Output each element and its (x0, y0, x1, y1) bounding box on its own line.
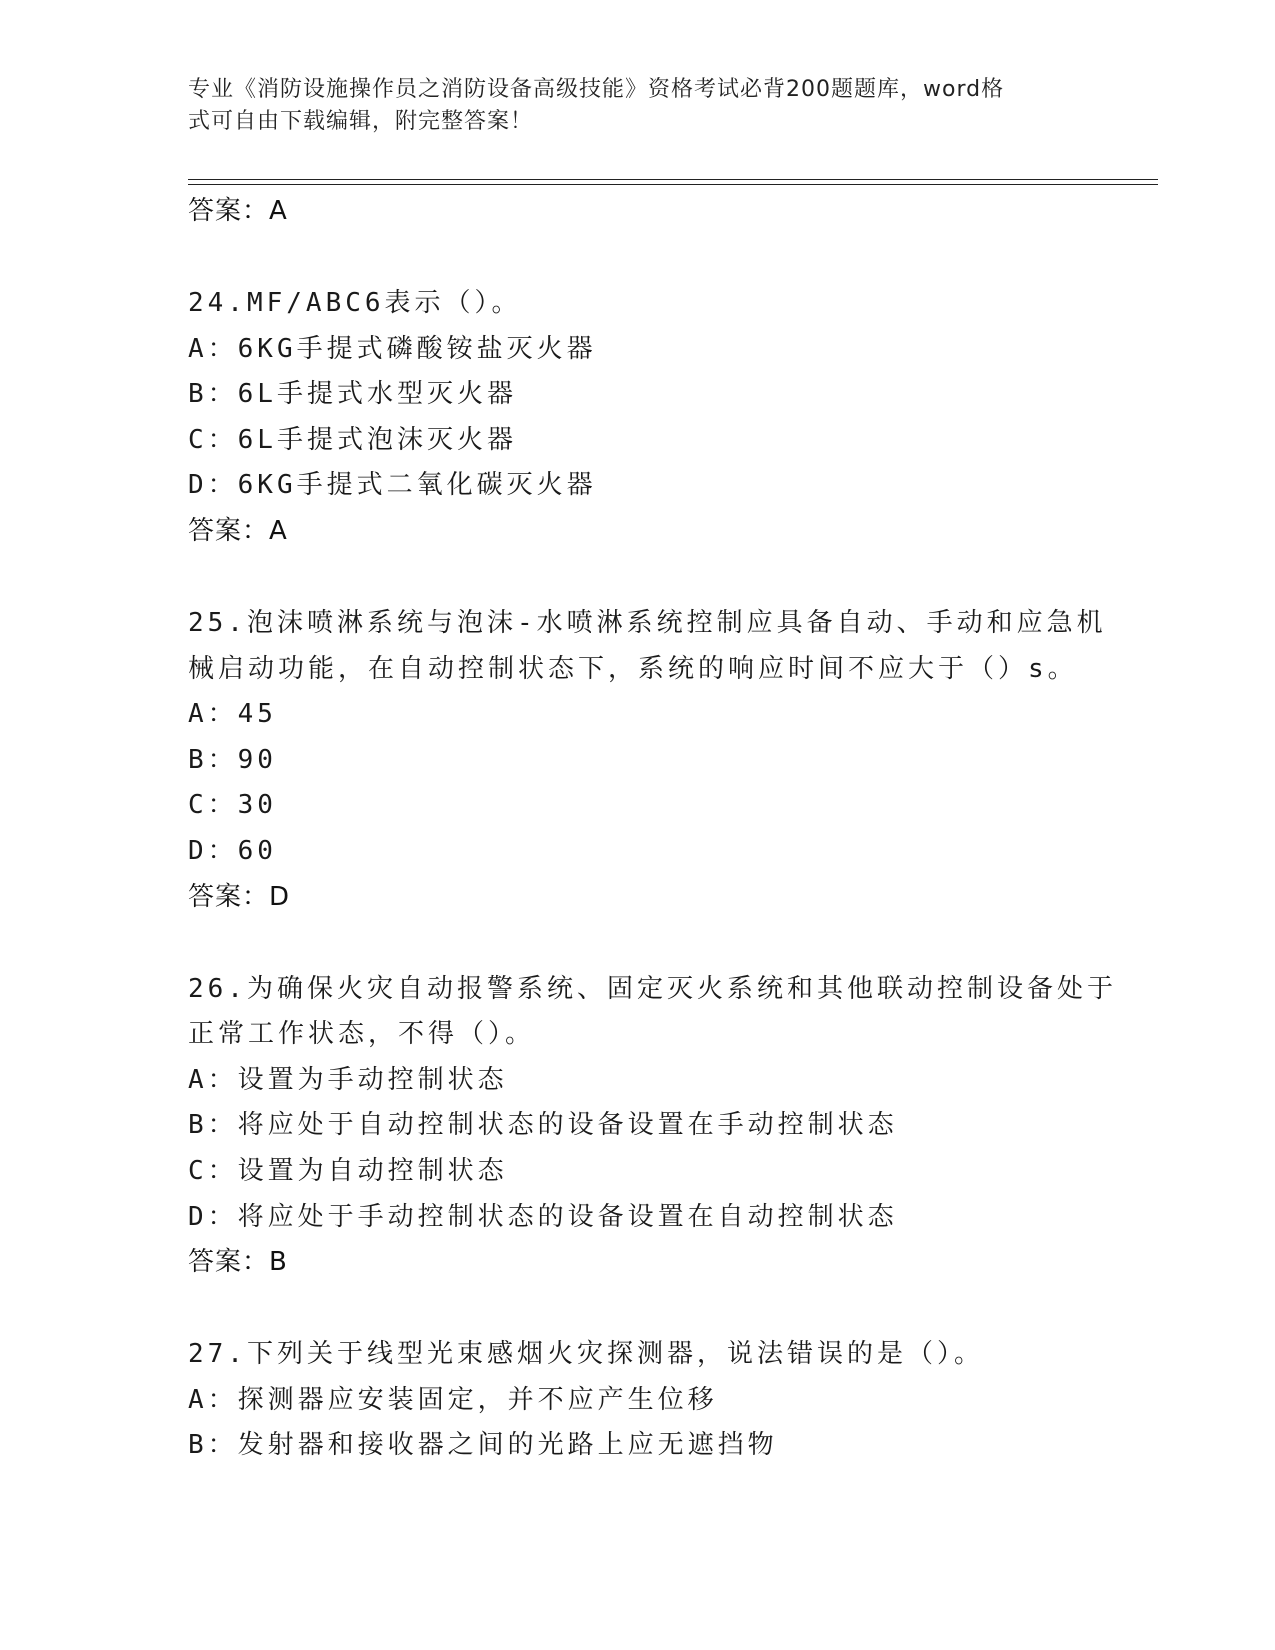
question-25-option-c: C：30 (188, 790, 277, 821)
question-26-answer: 答案：B (188, 1247, 288, 1278)
question-25-text-line-1: 25.泡沫喷淋系统与泡沫-水喷淋系统控制应具备自动、手动和应急机 (188, 607, 1107, 638)
question-25-answer: 答案：D (188, 881, 291, 912)
document-header (188, 74, 1068, 138)
question-25-option-d: D：60 (188, 835, 277, 866)
question-26-text-line-1: 26.为确保火灾自动报警系统、固定灭火系统和其他联动控制设备处于 (188, 973, 1117, 1004)
question-25-text-line-2: 械启动功能，在自动控制状态下，系统的响应时间不应大于（）s。 (188, 653, 1078, 684)
question-24-text: 24.MF/ABC6表示（）。 (188, 288, 522, 318)
question-list (188, 189, 1117, 1516)
question-24-answer: 答案：A (188, 515, 288, 546)
header-rule-bottom (188, 184, 1158, 185)
question-26-option-c: C：设置为自动控制状态 (188, 1155, 508, 1186)
question-26-option-b: B：将应处于自动控制状态的设备设置在手动控制状态 (188, 1110, 898, 1141)
question-25 (188, 601, 1107, 920)
question-27-text: 27.下列关于线型光束感烟火灾探测器，说法错误的是（）。 (188, 1339, 984, 1370)
question-27-option-a: A：探测器应安装固定，并不应产生位移 (188, 1384, 718, 1415)
question-27 (188, 1332, 1088, 1469)
header-rule-top (188, 179, 1158, 180)
question-24-option-a: A：6KG手提式磷酸铵盐灭火器 (188, 333, 597, 364)
question-25-option-a: A：45 (188, 699, 277, 730)
question-24-option-b: B：6L手提式水型灭火器 (188, 379, 517, 410)
header-line-1: 专业《消防设施操作员之消防设备高级技能》资格考试必背200题题库，word格 (188, 77, 1005, 102)
header-line-2: 式可自由下载编辑，附完整答案！ (188, 109, 534, 134)
question-25-option-b: B：90 (188, 744, 277, 775)
question-24 (188, 281, 1088, 554)
question-26-option-d: D：将应处于手动控制状态的设备设置在自动控制状态 (188, 1201, 898, 1232)
previous-answer: 答案：A (188, 196, 288, 226)
question-26 (188, 967, 1117, 1286)
question-24-option-c: C：6L手提式泡沫灭火器 (188, 424, 517, 455)
question-26-text-line-2: 正常工作状态，不得（）。 (188, 1019, 536, 1050)
question-27-option-b: B：发射器和接收器之间的光路上应无遮挡物 (188, 1430, 778, 1461)
question-26-option-a: A：设置为手动控制状态 (188, 1064, 508, 1095)
question-24-option-d: D：6KG手提式二氧化碳灭火器 (188, 470, 597, 501)
